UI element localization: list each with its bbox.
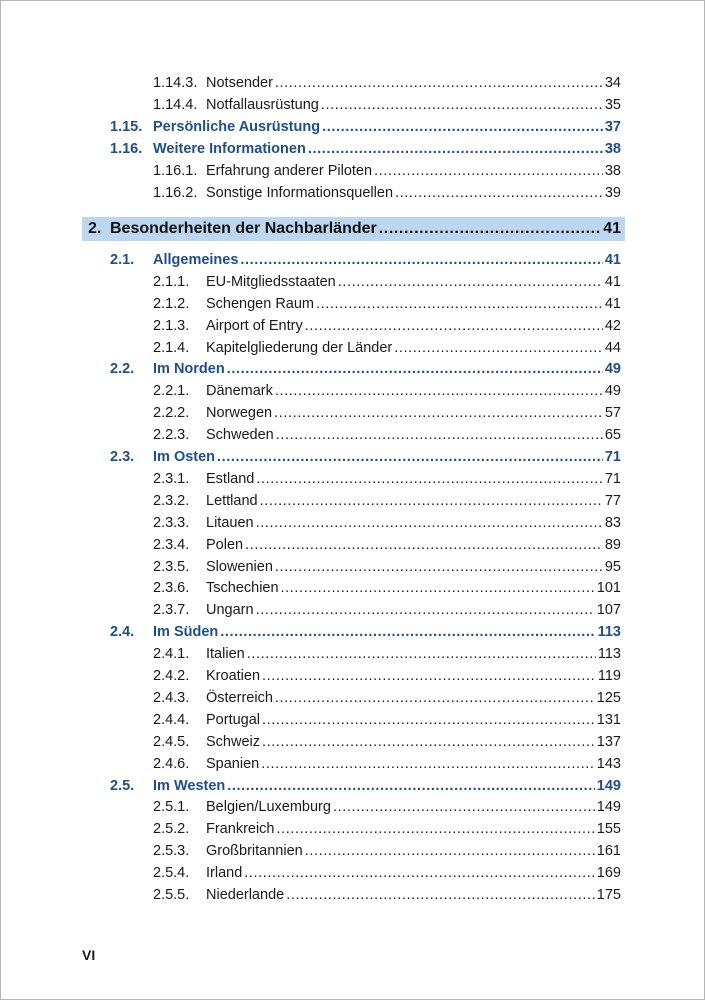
toc-entry-number: 2.1.3. <box>153 318 190 334</box>
toc-entry-page-number: 107 <box>596 602 621 618</box>
toc-subsection-entry[interactable] <box>1 732 621 752</box>
toc-entry-number: 1.16.1. <box>153 163 198 179</box>
toc-entry-title: Norwegen <box>206 405 273 421</box>
toc-entry-title: Litauen <box>206 515 254 531</box>
toc-entry-page-number: 169 <box>596 865 621 881</box>
leader-dots <box>276 425 603 445</box>
toc-entry-title: Schweiz <box>206 734 260 750</box>
toc-entry-number: 2.4.1. <box>153 646 190 662</box>
toc-entry-page-number: 113 <box>597 624 621 640</box>
toc-subsection-entry[interactable] <box>1 688 621 708</box>
toc-section-entry[interactable] <box>1 447 621 467</box>
toc-entry-title: Italien <box>206 646 245 662</box>
toc-entry-page-number: 38 <box>604 163 621 179</box>
toc-entry-page-number: 71 <box>604 449 621 465</box>
leader-dots <box>277 819 595 839</box>
toc-entry-number: 2.2.1. <box>153 383 190 399</box>
toc-entry-title: Airport of Entry <box>206 318 303 334</box>
leader-dots <box>379 217 601 241</box>
toc-entry-number: 2.4.5. <box>153 734 190 750</box>
toc-entry-page-number: 71 <box>604 471 621 487</box>
toc-entry-number: 1.16. <box>110 141 143 157</box>
toc-entry-title: Im Westen <box>153 778 226 794</box>
toc-entry-page-number: 89 <box>604 537 621 553</box>
toc-entry-page-number: 41 <box>604 252 621 268</box>
toc-subsection-entry[interactable] <box>1 819 621 839</box>
toc-entry-title: Estland <box>206 471 255 487</box>
leader-dots <box>240 250 602 270</box>
toc-entry-page-number: 35 <box>604 97 621 113</box>
leader-dots <box>256 469 602 489</box>
leader-dots <box>245 535 603 555</box>
toc-subsection-entry[interactable] <box>1 95 621 115</box>
toc-subsection-entry[interactable] <box>1 491 621 511</box>
toc-subsection-entry[interactable] <box>1 578 621 598</box>
toc-subsection-entry[interactable] <box>1 338 621 358</box>
toc-entry-page-number: 149 <box>596 778 621 794</box>
toc-entry-title: Im Norden <box>153 361 225 377</box>
toc-section-entry[interactable] <box>1 117 621 137</box>
leader-dots <box>333 797 595 817</box>
toc-subsection-entry[interactable] <box>1 161 621 181</box>
leader-dots <box>260 491 603 511</box>
toc-entry-title: Im Osten <box>153 449 216 465</box>
toc-entry-page-number: 39 <box>604 185 621 201</box>
toc-subsection-entry[interactable] <box>1 797 621 817</box>
toc-subsection-entry[interactable] <box>1 535 621 555</box>
toc-entry-page-number: 101 <box>596 580 621 596</box>
toc-subsection-entry[interactable] <box>1 183 621 203</box>
toc-section-entry[interactable] <box>1 359 621 379</box>
toc-section-entry[interactable] <box>1 139 621 159</box>
page-footer-number: VI <box>82 947 96 963</box>
leader-dots <box>275 73 603 93</box>
toc-entry-title: Im Süden <box>153 624 219 640</box>
toc-subsection-entry[interactable] <box>1 381 621 401</box>
toc-subsection-entry[interactable] <box>1 644 621 664</box>
toc-entry-number: 2.5.2. <box>153 821 190 837</box>
toc-entry-page-number: 44 <box>604 340 621 356</box>
toc-subsection-entry[interactable] <box>1 600 621 620</box>
toc-entry-number: 2.1.4. <box>153 340 190 356</box>
chapter-title: Besonderheiten der Nachbarländer <box>110 220 377 237</box>
toc-subsection-entry[interactable] <box>1 557 621 577</box>
leader-dots <box>256 600 595 620</box>
toc-entry-page-number: 37 <box>604 119 621 135</box>
leader-dots <box>227 359 603 379</box>
toc-subsection-entry[interactable] <box>1 841 621 861</box>
toc-entry-title: Portugal <box>206 712 261 728</box>
toc-subsection-entry[interactable] <box>1 403 621 423</box>
leader-dots <box>217 447 603 467</box>
toc-subsection-entry[interactable] <box>1 272 621 292</box>
leader-dots <box>275 688 595 708</box>
toc-entry-page-number: 77 <box>604 493 621 509</box>
toc-entry-title: Schengen Raum <box>206 296 315 312</box>
toc-entry-title: Weitere Informationen <box>153 141 306 157</box>
toc-subsection-entry[interactable] <box>1 710 621 730</box>
toc-entry-page-number: 38 <box>604 141 621 157</box>
toc-section-entry[interactable] <box>1 622 621 642</box>
toc-entry-number: 2.4.2. <box>153 668 190 684</box>
toc-entry-title: Notsender <box>206 75 273 91</box>
toc-entry-page-number: 49 <box>604 361 621 377</box>
toc-entry-number: 2.2. <box>110 361 135 377</box>
toc-entry-title: Schweden <box>206 427 274 443</box>
toc-entry-title: Notfallausrüstung <box>206 97 319 113</box>
toc-entry-title: Österreich <box>206 690 273 706</box>
toc-entry-page-number: 83 <box>604 515 621 531</box>
toc-entry-title: Spanien <box>206 756 260 772</box>
toc-entry-number: 2.3.7. <box>153 602 190 618</box>
toc-entry-title: Irland <box>206 865 243 881</box>
leader-dots <box>308 139 603 159</box>
toc-entry-title: Polen <box>206 537 244 553</box>
toc-subsection-entry[interactable] <box>1 754 621 774</box>
leader-dots <box>338 272 603 292</box>
leader-dots <box>305 841 595 861</box>
leader-dots <box>244 863 595 883</box>
toc-entry-number: 1.15. <box>110 119 143 135</box>
toc-entry-page-number: 95 <box>604 559 621 575</box>
toc-subsection-entry[interactable] <box>1 73 621 93</box>
toc-section-entry[interactable] <box>1 776 621 796</box>
toc-entry-title: Frankreich <box>206 821 275 837</box>
leader-dots <box>262 666 596 686</box>
toc-entry-title: Persönliche Ausrüstung <box>153 119 321 135</box>
toc-entry-page-number: 113 <box>597 646 621 662</box>
toc-entry-title: Ungarn <box>206 602 254 618</box>
toc-entry-number: 2.5.1. <box>153 799 190 815</box>
toc-entry-number: 2.4.4. <box>153 712 190 728</box>
leader-dots <box>394 338 603 358</box>
leader-dots <box>395 183 603 203</box>
toc-entry-page-number: 143 <box>596 756 621 772</box>
toc-entry-title: Allgemeines <box>153 252 239 268</box>
toc-entry-number: 1.14.4. <box>153 97 198 113</box>
leader-dots <box>262 732 595 752</box>
leader-dots <box>305 316 603 336</box>
toc-entry-title: Kapitelgliederung der Länder <box>206 340 393 356</box>
toc-entry-number: 2.1. <box>110 252 135 268</box>
toc-entry-page-number: 155 <box>596 821 621 837</box>
toc-entry-number: 1.14.3. <box>153 75 198 91</box>
toc-entry-number: 2.3.1. <box>153 471 190 487</box>
toc-entry-number: 1.16.2. <box>153 185 198 201</box>
toc-entry-title: Niederlande <box>206 887 285 903</box>
toc-entry-number: 2.5.3. <box>153 843 190 859</box>
toc-entry-title: EU-Mitgliedsstaaten <box>206 274 336 290</box>
toc-subsection-entry[interactable] <box>1 469 621 489</box>
leader-dots <box>316 294 603 314</box>
toc-entry-title: Sonstige Informationsquellen <box>206 185 394 201</box>
toc-entry-number: 2.5.4. <box>153 865 190 881</box>
toc-entry-page-number: 49 <box>604 383 621 399</box>
toc-subsection-entry[interactable] <box>1 316 621 336</box>
chapter-page-number: 41 <box>603 220 621 237</box>
toc-entry-number: 2.2.3. <box>153 427 190 443</box>
toc-subsection-entry[interactable] <box>1 863 621 883</box>
toc-entry-page-number: 149 <box>596 799 621 815</box>
toc-entry-number: 2.3.3. <box>153 515 190 531</box>
leader-dots <box>374 161 603 181</box>
toc-entry-number: 2.1.1. <box>153 274 190 290</box>
leader-dots <box>262 710 595 730</box>
toc-entry-page-number: 175 <box>596 887 621 903</box>
toc-entry-number: 2.5. <box>110 778 135 794</box>
toc-entry-number: 2.2.2. <box>153 405 190 421</box>
toc-entry-title: Tschechien <box>206 580 279 596</box>
leader-dots <box>274 403 603 423</box>
toc-entry-title: Großbritannien <box>206 843 303 859</box>
toc-entry-page-number: 41 <box>604 274 621 290</box>
toc-entry-page-number: 57 <box>604 405 621 421</box>
toc-entry-title: Kroatien <box>206 668 261 684</box>
toc-subsection-entry[interactable] <box>1 885 621 905</box>
toc-entry-number: 2.5.5. <box>153 887 190 903</box>
leader-dots <box>227 776 595 796</box>
toc-entry-page-number: 131 <box>596 712 621 728</box>
toc-entry-title: Erfahrung anderer Piloten <box>206 163 373 179</box>
toc-subsection-entry[interactable] <box>1 513 621 533</box>
toc-entry-number: 2.4. <box>110 624 135 640</box>
chapter-number: 2. <box>88 220 102 237</box>
toc-entry-page-number: 137 <box>596 734 621 750</box>
toc-entry-number: 2.3.6. <box>153 580 190 596</box>
leader-dots <box>275 557 603 577</box>
toc-entry-number: 2.3.4. <box>153 537 190 553</box>
toc-entry-page-number: 161 <box>596 843 621 859</box>
toc-entry-number: 2.3. <box>110 449 135 465</box>
toc-subsection-entry[interactable] <box>1 425 621 445</box>
toc-entry-page-number: 41 <box>604 296 621 312</box>
toc-entry-number: 2.4.3. <box>153 690 190 706</box>
toc-entry-page-number: 65 <box>604 427 621 443</box>
toc-entry-page-number: 34 <box>604 75 621 91</box>
leader-dots <box>261 754 595 774</box>
toc-section-entry[interactable] <box>1 250 621 270</box>
leader-dots <box>281 578 595 598</box>
toc-subsection-entry[interactable] <box>1 666 621 686</box>
leader-dots <box>256 513 603 533</box>
toc-subsection-entry[interactable] <box>1 294 621 314</box>
leader-dots <box>322 117 603 137</box>
toc-entry-page-number: 119 <box>597 668 621 684</box>
leader-dots <box>247 644 596 664</box>
toc-entry-title: Lettland <box>206 493 258 509</box>
leader-dots <box>286 885 595 905</box>
leader-dots <box>220 622 595 642</box>
chapter-heading[interactable] <box>82 217 625 241</box>
toc-entry-number: 2.3.5. <box>153 559 190 575</box>
toc-entry-title: Belgien/Luxemburg <box>206 799 331 815</box>
toc-entry-title: Dänemark <box>206 383 273 399</box>
toc-entry-number: 2.1.2. <box>153 296 190 312</box>
toc-entry-number: 2.4.6. <box>153 756 190 772</box>
leader-dots <box>321 95 603 115</box>
toc-entry-title: Slowenien <box>206 559 273 575</box>
toc-entry-number: 2.3.2. <box>153 493 190 509</box>
toc-entry-page-number: 125 <box>596 690 621 706</box>
toc-entry-page-number: 42 <box>604 318 621 334</box>
leader-dots <box>275 381 603 401</box>
